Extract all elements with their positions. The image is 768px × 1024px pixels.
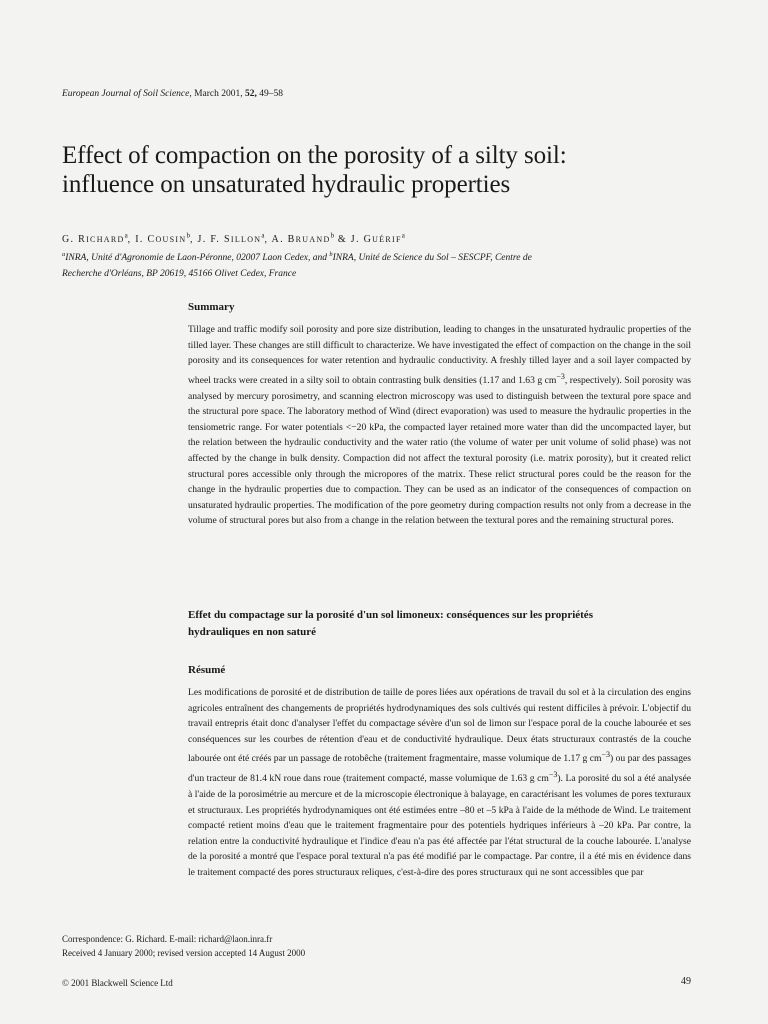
journal-name: European Journal of Soil Science,	[62, 89, 192, 99]
footnotes	[62, 933, 305, 960]
article-title-line-2: influence on unsaturated hydraulic properties	[62, 171, 511, 198]
author: J. GUÉRIF$^a$	[350, 232, 405, 246]
resume-text: Les modifications de porosité et de distribution de taille de pores liées aux opérations de travail du sol et à la circulation des engins agricoles entraînent des changements de propriétés hydrodynamiques des sols cultivés qui restent difficiles à prévoir. L'objectif du travail entrepris était donc d'analyser l'effet du compactage sévère d'un sol de limon sur l'espace poral de la couche labourée et ses conséquences sur les courbes de rétention d'eau et de conductivité hydraulique. Deux états structuraux contrastés de la couche labourée ont été créés par un passage de rotobêche (traitement fragmentaire, masse volumique de 1.17 g $cm^{-3}$) ou par des passages d'un tracteur de 81.4 kN roue dans roue (traitement compacté, masse volumique de 1.63 g $cm^{-3}$). La porosité du sol a été analysée à l'aide de la porosimétrie au mercure et de la microscopie électronique à balayage, en caractérisant les volumes de pores texturaux et structuraux. Les propriétés hydrodynamiques ont été estimées entre –80 et –5 kPa à l'aide de la méthode de Wind. Le traitement compacté retient moins d'eau que le traitement fragmentaire pour des potentiels hydriques inférieurs à –20 kPa. Par contre, la relation entre la conductivité hydraulique et l'indice d'eau n'a pas été affectée par l'état structural de la couche labourée. L'analyse de la porosité a montré que l'espace poral textural n'a pas été modifié par le compactage. Par contre, il a été mis en évidence dans le traitement compacté des pores structuraux reliques, c'est-à-dire des pores structuraux qui ne sont accessibles que par	[188, 687, 691, 878]
affiliations: $^a$INRA, Unité d'Agronomie de Laon-Péronne, 02007 Laon Cedex, and $^b$INRA, Unité de Science du Sol – SESCPF, Centre de Recherche d'Orléans, BP 20619, 45166 Olivet Cedex, France	[62, 251, 532, 280]
author: G. RICHARD$^a$,	[62, 232, 136, 246]
copyright-notice: © 2001 Blackwell Science Ltd	[62, 978, 173, 988]
received-note: Received 4 January 2000; revised version accepted 14 August 2000	[62, 947, 306, 958]
journal-pages: 49–58	[259, 89, 284, 99]
french-title: Effet du compactage sur la porosité d'un sol limoneux: conséquences sur les propriétés hydrauliques en non saturé	[188, 609, 593, 638]
journal-citation	[62, 88, 283, 100]
correspondence-note: Correspondence: G. Richard. E-mail: richard@laon.inra.fr	[62, 934, 273, 944]
summary-text: Tillage and traffic modify soil porosity and pore size distribution, leading to changes in the unsaturated hydraulic properties of the tilled layer. These changes are still difficult to characterize. We have investigated the effect of compaction on the change in the soil porosity and its consequences for water retention and hydraulic conductivity. A freshly tilled layer and a soil layer compacted by wheel tracks were created in a silty soil to obtain contrasting bulk densities (1.17 and 1.63 g $cm^{-3}$, respectively). Soil porosity was analysed by mercury porosimetry, and scanning electron microscopy was used to distinguish between the textural pore space and the structural pore space. The laboratory method of Wind (direct evaporation) was used to measure the hydraulic properties in the tensiometric range. For water potentials <−20 kPa, the compacted layer retained more water than did the uncompacted layer, but the relation between the hydraulic conductivity and the water ratio (the volume of water per unit volume of solid phase) was not affected by the change in bulk density. Compaction did not affect the textural porosity (i.e. matrix porosity), but it created relict structural pores accessible only through the micropores of the matrix. These relict structural pores could be the reason for the change in the hydraulic properties due to compaction. They can be used as an indicator of the consequences of compaction on unsaturated hydraulic properties. The modification of the pore geometry during compaction results not only from a decrease in the volume of structural pores but also from a change in the relation between the textural pores and the remaining structural pores.	[188, 324, 692, 527]
resume-heading: Résumé	[188, 664, 226, 676]
article-title	[62, 141, 722, 199]
author: A. BRUAND$^b$ &	[271, 232, 351, 246]
journal-volume: 52,	[245, 89, 257, 99]
author: I. COUSIN$^b$,	[135, 232, 198, 246]
article-title-line-1: Effect of compaction on the porosity of a silty soil:	[62, 142, 567, 169]
page-number: 49	[681, 976, 691, 987]
summary-heading: Summary	[188, 301, 235, 313]
author-list	[62, 230, 722, 246]
journal-date: March 2001,	[194, 89, 243, 99]
author: J. F. SILLON$^a$,	[197, 232, 272, 246]
